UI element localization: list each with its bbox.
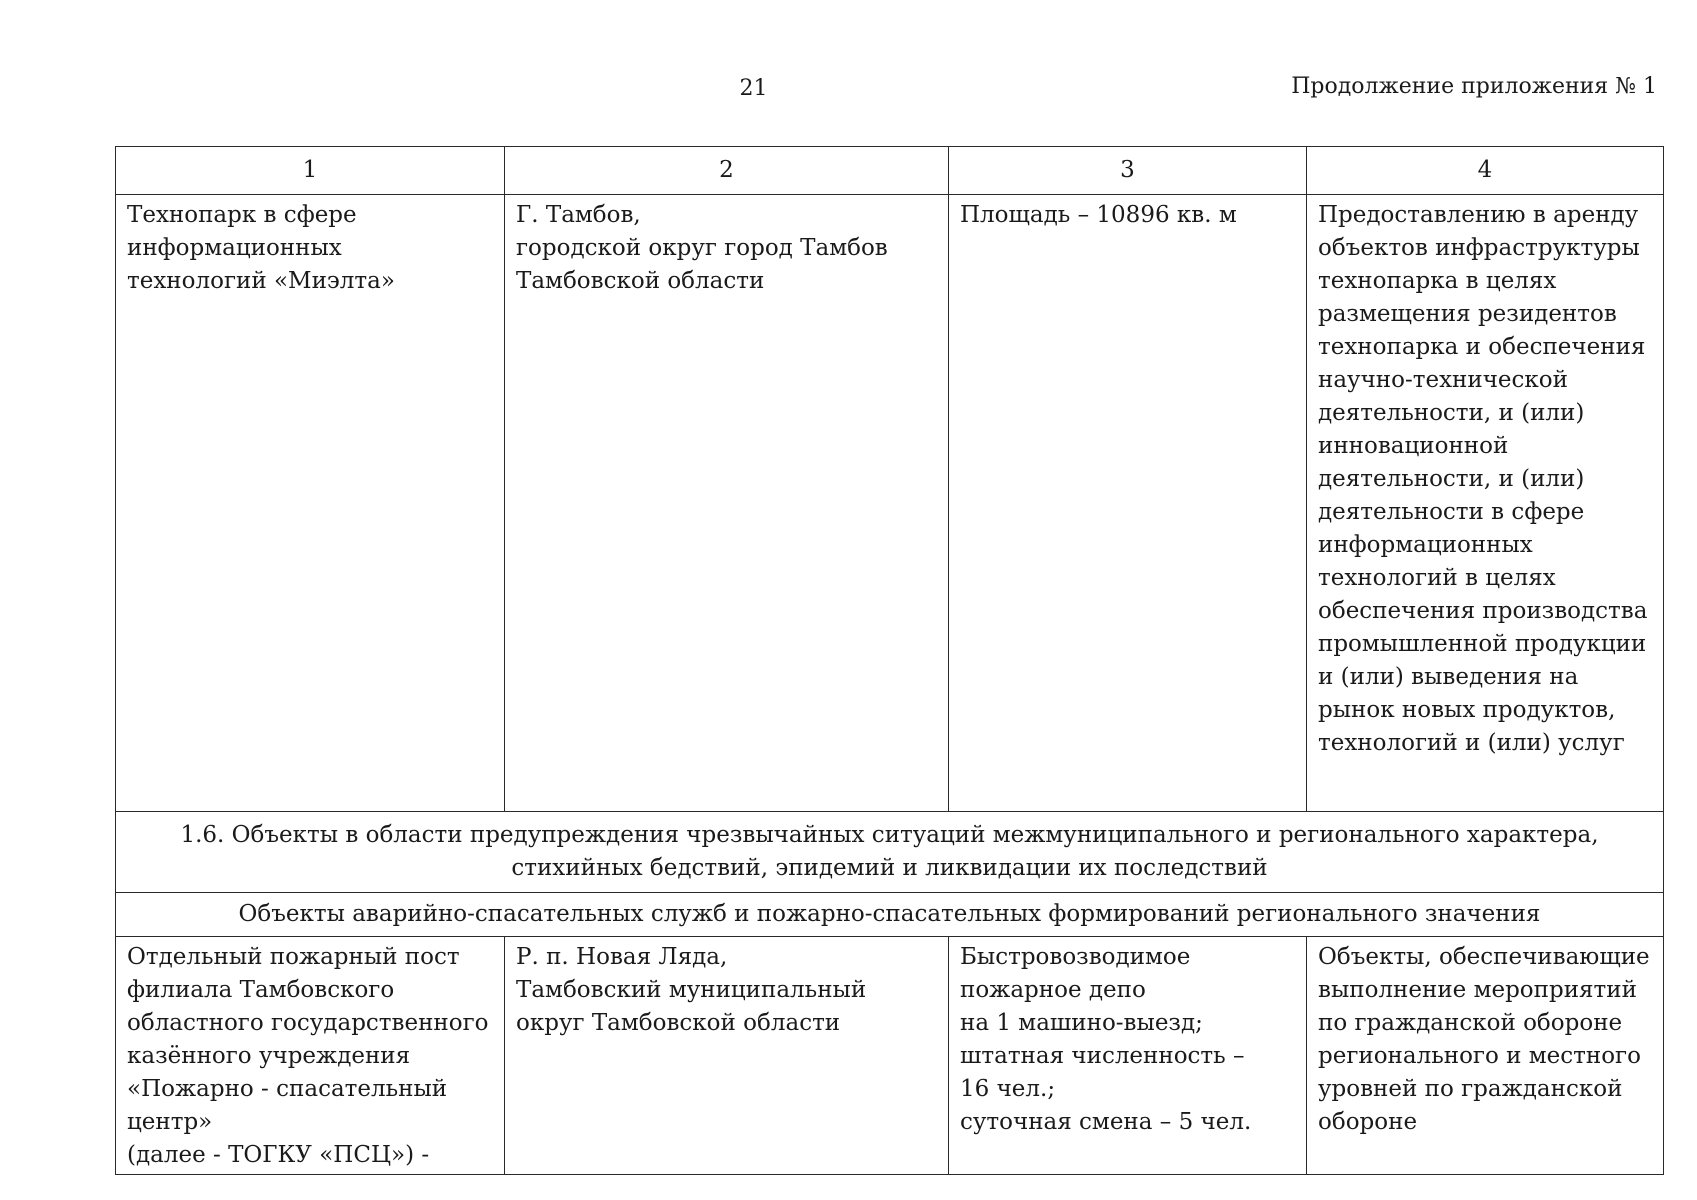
text-line: казённого учреждения — [127, 1043, 411, 1069]
text-line: Площадь – 10896 кв. м — [960, 202, 1237, 228]
column-header-1: 1 — [116, 147, 505, 195]
text-line: областного государственного — [127, 1010, 489, 1036]
continuation-note: Продолжение приложения № 1 — [1291, 74, 1657, 99]
table-row — [116, 195, 1664, 812]
object-name-cell — [116, 937, 505, 1175]
text-line: центр» — [127, 1109, 213, 1135]
characteristics-cell — [949, 195, 1307, 812]
location-cell — [505, 937, 949, 1175]
text-line: деятельности в сфере — [1318, 499, 1585, 525]
table-row — [116, 937, 1664, 1175]
purpose-cell — [1307, 195, 1664, 812]
text-line: городской округ город Тамбов — [516, 235, 888, 261]
text-line: обороне — [1318, 1109, 1418, 1135]
text-line: размещения резидентов — [1318, 301, 1617, 327]
text-line: информационных — [127, 235, 342, 261]
text-line: «Пожарно - спасательный — [127, 1076, 448, 1102]
page-number: 21 — [739, 76, 768, 101]
column-header-4: 4 — [1307, 147, 1664, 195]
text-line: инновационной — [1318, 433, 1509, 459]
column-header-2: 2 — [505, 147, 949, 195]
text-line: 16 чел.; — [960, 1076, 1056, 1102]
text-line: 1.6. Объекты в области предупреждения чрезвычайных ситуаций межмуниципального и регионального характера, — [180, 822, 1599, 848]
text-line: технологий и (или) услуг — [1318, 730, 1625, 756]
text-line: информационных — [1318, 532, 1533, 558]
text-line: технопарка в целях — [1318, 268, 1557, 294]
text-line: рынок новых продуктов, — [1318, 697, 1616, 723]
text-line: обеспечения производства — [1318, 598, 1648, 624]
section-heading — [116, 812, 1664, 893]
purpose-cell — [1307, 937, 1664, 1175]
text-line: штатная численность – — [960, 1043, 1245, 1069]
table-header-row — [116, 147, 1664, 195]
column-header-3: 3 — [949, 147, 1307, 195]
text-line: округ Тамбовской области — [516, 1010, 841, 1036]
text-line: на 1 машино-выезд; — [960, 1010, 1203, 1036]
location-cell — [505, 195, 949, 812]
text-line: филиала Тамбовского — [127, 977, 395, 1003]
text-line: Объекты, обеспечивающие — [1318, 944, 1650, 970]
text-line: регионального и местного — [1318, 1043, 1641, 1069]
text-line: по гражданской обороне — [1318, 1010, 1623, 1036]
text-line: Тамбовский муниципальный — [516, 977, 867, 1003]
text-line: деятельности, и (или) — [1318, 400, 1585, 426]
text-line: объектов инфраструктуры — [1318, 235, 1640, 261]
text-line: стихийных бедствий, эпидемий и ликвидации их последствий — [511, 855, 1268, 881]
text-line: Технопарк в сфере — [127, 202, 357, 228]
text-line: Предоставлению в аренду — [1318, 202, 1639, 228]
object-name-cell — [116, 195, 505, 812]
text-line: технопарка и обеспечения — [1318, 334, 1646, 360]
subsection-heading-row — [116, 893, 1664, 937]
text-line: технологий в целях — [1318, 565, 1556, 591]
text-line: (далее - ТОГКУ «ПСЦ») - — [127, 1142, 430, 1168]
text-line: выполнение мероприятий — [1318, 977, 1637, 1003]
text-line: технологий «Миэлта» — [127, 268, 395, 294]
text-line: пожарное депо — [960, 977, 1146, 1003]
text-line: Г. Тамбов, — [516, 202, 641, 228]
text-line: и (или) выведения на — [1318, 664, 1579, 690]
characteristics-cell — [949, 937, 1307, 1175]
text-line: Отдельный пожарный пост — [127, 944, 460, 970]
text-line: Быстровозводимое — [960, 944, 1191, 970]
subsection-heading: Объекты аварийно-спасательных служб и пожарно-спасательных формирований регионального значения — [116, 893, 1664, 937]
text-line: Р. п. Новая Ляда, — [516, 944, 728, 970]
text-line: уровней по гражданской — [1318, 1076, 1623, 1102]
text-line: промышленной продукции — [1318, 631, 1647, 657]
text-line: Тамбовской области — [516, 268, 765, 294]
objects-table — [115, 146, 1664, 1175]
text-line: научно-технической — [1318, 367, 1568, 393]
section-heading-row — [116, 812, 1664, 893]
text-line: суточная смена – 5 чел. — [960, 1109, 1252, 1135]
text-line: деятельности, и (или) — [1318, 466, 1585, 492]
